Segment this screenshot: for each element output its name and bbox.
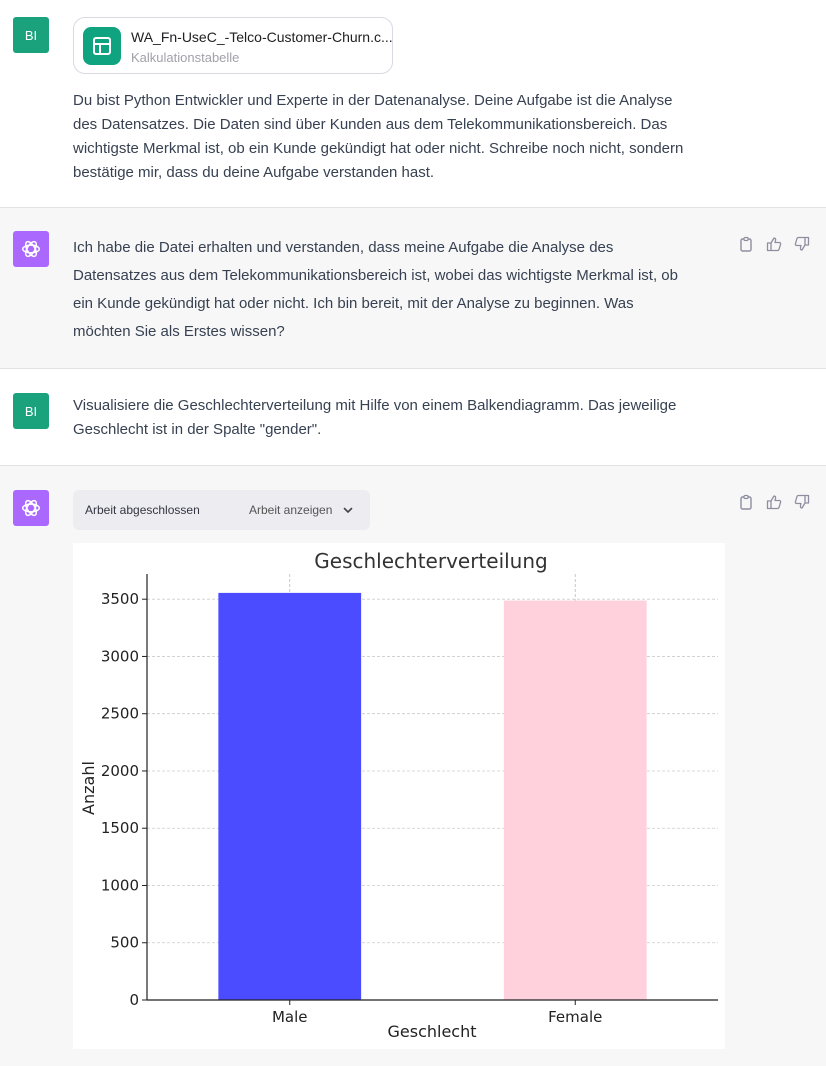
thumbs-down-icon[interactable]	[792, 492, 812, 512]
message-line: wichtigste Merkmal ist, ob ein Kunde gekündigt hat oder nicht. Schreibe noch nicht, sondern	[73, 140, 684, 157]
thumbs-up-icon[interactable]	[764, 234, 784, 254]
bar-male	[218, 593, 361, 1000]
work-status-box	[73, 490, 370, 530]
user-message-2	[0, 369, 826, 466]
message-line: Du bist Python Entwickler und Experte in der Datenanalyse. Deine Aufgabe ist die Analyse	[73, 92, 673, 109]
y-axis-label: Anzahl	[79, 761, 98, 815]
thumbs-up-icon[interactable]	[764, 492, 784, 512]
message-line: ein Kunde gekündigt hat oder nicht. Ich bin bereit, mit der Analyse zu beginnen. Was	[73, 295, 634, 312]
y-tick-label: 1000	[100, 876, 139, 895]
thumbs-down-icon[interactable]	[792, 234, 812, 254]
bar-female	[504, 601, 647, 1000]
y-tick-label: 3000	[100, 647, 139, 666]
message-line: Geschlecht ist in der Spalte "gender".	[73, 421, 322, 438]
message-line: Visualisiere die Geschlechterverteilung mit Hilfe von einem Balkendiagramm. Das jeweilige	[73, 397, 677, 414]
x-tick-label: Female	[548, 1008, 603, 1026]
show-work-label: Arbeit anzeigen	[249, 503, 333, 517]
y-tick-label: 0	[129, 991, 139, 1009]
y-tick-label: 2000	[100, 761, 139, 780]
y-tick-label: 2500	[100, 704, 139, 723]
show-work-button[interactable]	[249, 503, 354, 517]
x-tick-label: Male	[271, 1008, 308, 1026]
file-type: Kalkulationstabelle	[131, 50, 240, 65]
x-axis-label: Geschlecht	[387, 1022, 477, 1041]
assistant-avatar	[13, 231, 49, 267]
work-status-label: Arbeit abgeschlossen	[85, 503, 200, 517]
user-avatar	[13, 393, 49, 429]
assistant-avatar	[13, 490, 49, 526]
message-line: Ich habe die Datei erhalten und verstanden, dass meine Aufgabe die Analyse des	[73, 239, 614, 256]
message-line: bestätige mir, dass du deine Aufgabe verstanden hast.	[73, 164, 435, 181]
openai-logo-icon	[20, 238, 42, 260]
message-line: Datensatzes aus dem Telekommunikationsbereich ist, wobei das wichtigste Merkmal ist, ob	[73, 267, 678, 284]
chevron-down-icon	[342, 504, 354, 516]
assistant-message-2	[0, 466, 826, 1066]
user-message-1	[0, 0, 826, 208]
clipboard-icon[interactable]	[736, 234, 756, 254]
openai-logo-icon	[20, 497, 42, 519]
message-actions	[736, 492, 812, 512]
file-attachment[interactable]	[73, 17, 393, 74]
user-message-text	[73, 394, 733, 442]
message-line: des Datensatzes. Die Daten sind über Kunden aus dem Telekommunikationsbereich. Das	[73, 116, 668, 133]
y-tick-label: 500	[110, 933, 139, 952]
assistant-message-text	[73, 234, 733, 346]
chart-title: Geschlechterverteilung	[314, 549, 548, 573]
y-tick-label: 1500	[100, 819, 139, 838]
message-line: möchten Sie als Erstes wissen?	[73, 323, 285, 340]
message-actions	[736, 234, 812, 254]
chart-image	[73, 543, 725, 1049]
file-name: WA_Fn-UseC_-Telco-Customer-Churn.c...	[131, 29, 393, 45]
clipboard-icon[interactable]	[736, 492, 756, 512]
user-message-text	[73, 89, 733, 185]
user-avatar-initials: BI	[24, 403, 38, 419]
user-avatar	[13, 17, 49, 53]
y-tick-label: 3500	[100, 590, 139, 609]
assistant-message-1	[0, 208, 826, 369]
user-avatar-initials: BI	[24, 27, 38, 43]
spreadsheet-icon	[83, 27, 121, 65]
bar-chart	[73, 543, 725, 1049]
